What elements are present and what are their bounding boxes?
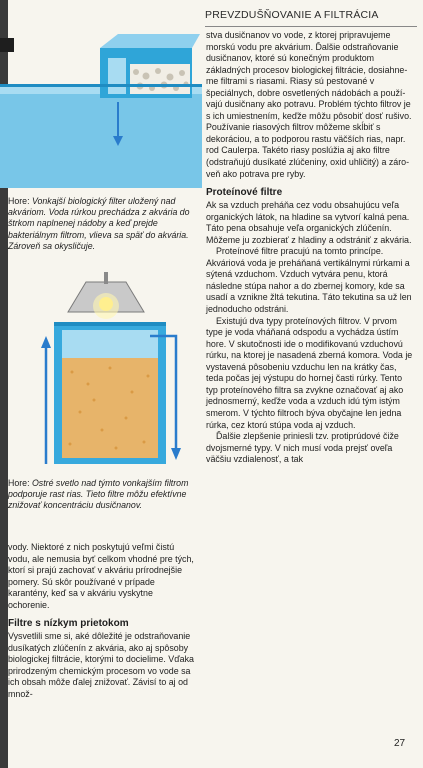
left-column-text [8,542,196,701]
section-title-low-flow-filters: Filtre s nízkym prietokom [8,618,129,630]
filter-box-top [100,34,200,48]
caption-lead: Hore: [8,478,32,488]
left-paragraph-1: vody. Niektoré z nich poskytujú veľmi čistú vodu, ale nemusia byť celkom vhodné pre tých, ktorí si prajú zachovať v akváriu prírodnejšie pomery. Sú skôr používané v prípade karantény, keď sa v akváriu vyskytne ochorenie. [8,542,194,610]
filter-tank-water-top [62,330,158,358]
right-paragraph-3: Proteínové filtre pracujú na tomto princípe. Akváriová voda je preháňaná vertikálnymi rúrkami a sýtená vzduchom. Vzduch vytvára penu, ktorá následne stúpa nahor a do zbernej komory, kde sa usadí a vznikne žltá tekutina. Táto tekutina sa už len jednoducho odstráni. [206,246,412,315]
figure-external-biological-filter [0,28,202,188]
figure-algae-filter [40,272,200,470]
outlet-arrow-head [171,448,181,460]
filter-return-channel [108,58,126,94]
caption-lead: Hore: [8,196,32,206]
figure-caption-top [8,196,200,252]
header-rule [205,26,417,27]
section-title-protein-filters: Proteínové filtre [206,187,283,199]
running-header: PREVZDUŠŇOVANIE A FILTRÁCIA [205,9,379,21]
aquarium-water [0,86,202,188]
left-paragraph-2: Vysvetlili sme si, aké dôležité je odstraňovanie dusíkatých zlúčenín z akvária, ako aj spôsoby biologickej filtrácie, ktorými to docielime. Vďaka prirodzeným chemickým procesom vo vode sa ich obsah môže ďalej znižovať. Závisí to aj od množ- [8,631,194,700]
figure-caption-middle [8,478,200,512]
right-column-text [206,30,416,466]
right-paragraph-5: Ďalšie zlepšenie priniesli tzv. protiprúdové čiže dvojsmerné typy. V nich musí voda prejsť oveľa väčšiu vzdialenosť, a tak [206,431,399,465]
caption-body: Ostré svetlo nad týmto vonkajším filtrom podporuje rast rias. Tieto filtre môžu efektívne znižovať koncentráciu dusičnanov. [8,478,189,511]
right-paragraph-2: Ak sa vzduch preháňa cez vodu obsahujúcu veľa organických látok, na hladine sa vytvorí kalná pena. Táto pena obsahuje veľa organických zlúčenín. Môžeme ju zozbierať z hladiny a odstrániť z akvária. [206,200,412,245]
right-paragraph-4: Existujú dva typy proteínových filtrov. V prvom type je voda vháňaná odspodu a vychádza ústím hore. V skutočnosti ide o modifikovanú vzduchovú rúrku, na ktorej je nasadená zberná komora. Voda je vystavená pôsobeniu vzduchu len na krátky čas, teda počas jej výstupu do hornej časti rúrky. Tento typ proteínového filtra sa zvykne označovať aj ako jednosmerný, keďže voda a vzduch idú tým istým smerom. V týchto filtroch býva obyčajne len jedna rúrka, cez ktorú stúpa voda aj vzduch. [206,315,413,430]
filter-gravel-bed [130,64,190,94]
right-paragraph-1: stva dusičnanov vo vode, z ktorej pripravujeme morskú vodu pre akvárium. Ďalšie odstraňovanie dusičnanov, ktoré sú konečným produktom základných procesov biologickej filtrácie, dosiahneme filtrami s riasami. Riasy sú pestované v špeciálnych, dobre osvetlených nádobách a používajú dusičnany ako potravu. Problém týchto filtrov je s ich umiestnením, keďže môžu pôsobiť dosť rušivo. Používanie riasových filtrov môžeme skĺbiť s dekoráciou, a to podporou rastu väčších rias, napr. rod Caulerpa. Takéto riasy poslúžia aj ako filtre (odstraňujú dusíkaté zlúčeniny, oxid uhličitý) a zároveň ako potrava pre ryby. [206,30,412,179]
tank-top-rim [54,322,166,326]
light-glow [93,293,119,319]
inlet-arrow-head [41,336,51,348]
page-number: 27 [394,738,406,749]
aquarium-rim [0,84,202,87]
lamp-stem [104,272,108,284]
caption-body: Vonkajší biologický filter uložený nad akváriom. Voda rúrkou prechádza z akvária do štrkom naplnenej nádoby a keď prejde bakteriálnym filtrom, vlieva sa späť do akvária. Zároveň sa okysličuje. [8,196,190,251]
